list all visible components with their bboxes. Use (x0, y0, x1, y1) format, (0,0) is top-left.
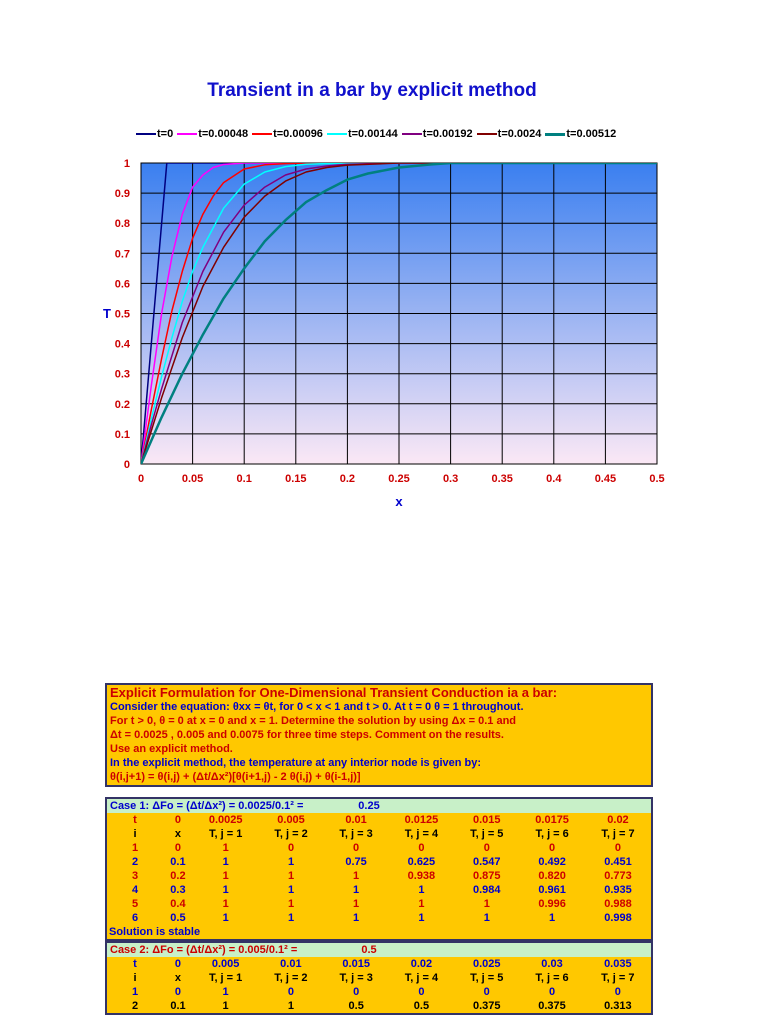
table-cell: 1 (483, 898, 490, 910)
legend-label: t=0.00048 (198, 128, 249, 140)
table-cell: 0.2 (170, 870, 186, 882)
table-cell: 0.375 (472, 1000, 501, 1012)
table-cell: 0.75 (345, 856, 367, 868)
table-cell: 0.025 (472, 958, 501, 970)
table-cell: 0 (614, 986, 621, 998)
table-cell: 2 (131, 856, 139, 868)
table-cell: T, j = 2 (274, 972, 308, 984)
table-cell: 0.625 (407, 856, 436, 868)
x-tick-label: 0.5 (649, 473, 665, 485)
problem-line: For t > 0, θ = 0 at x = 0 and x = 1. Determine the solution by using Δx = 0.1 and (110, 715, 517, 727)
table-cell: 4 (131, 884, 139, 896)
legend-label: t=0.0024 (497, 128, 542, 140)
table-cell: 1 (287, 884, 295, 896)
table-cell: 0.1 (170, 1000, 186, 1012)
x-tick-label: 0.45 (594, 473, 617, 485)
table-row (106, 827, 652, 841)
table-cell: 0 (614, 842, 622, 854)
x-tick-label: 0.35 (491, 473, 513, 485)
legend-label: t=0.00192 (422, 128, 473, 140)
table-cell: 0.015 (342, 958, 370, 970)
table-cell: 0.998 (604, 912, 632, 924)
legend-label: t=0.00096 (273, 128, 323, 140)
table-row (106, 999, 652, 1014)
problem-line: In the explicit method, the temperature at any interior node is given by: (110, 757, 482, 769)
table-cell: 0.01 (345, 814, 367, 826)
table-cell: 0.005 (211, 958, 240, 970)
table-cell: 1 (131, 986, 139, 998)
table-cell: 0.875 (473, 870, 501, 882)
table-cell: T, j = 6 (535, 828, 569, 840)
table-cell: 0 (548, 986, 556, 998)
table-row (106, 897, 652, 911)
table-cell: 0 (287, 986, 294, 998)
table-cell: 0 (174, 958, 182, 970)
table-cell: 0.0025 (208, 814, 243, 826)
table-cell: 0.01 (280, 958, 302, 970)
table-cell: T, j = 6 (535, 972, 569, 984)
table-cell: T, j = 7 (601, 828, 635, 840)
table-cell: 0.4 (170, 898, 186, 910)
problem-line: Consider the equation: θxx = θt, for 0 < x < 1 and t > 0. At t = 0 θ = 1 throughout. (110, 701, 524, 713)
case1-value: 0.25 (358, 800, 380, 812)
table-cell: 0.988 (604, 898, 632, 910)
table-cell: 0.5 (170, 912, 186, 924)
table-cell: T, j = 3 (339, 828, 373, 840)
table-cell: 0.820 (538, 870, 566, 882)
table-cell: 1 (418, 912, 425, 924)
y-tick-label: 0 (123, 459, 130, 471)
table-cell: T, j = 4 (404, 828, 439, 840)
legend-label: t=0 (157, 128, 174, 140)
table-cell: x (174, 828, 181, 840)
table-cell: 0 (483, 986, 490, 998)
table-row-note (106, 925, 652, 940)
table-cell: 0.02 (410, 958, 433, 970)
y-tick-label: 0.8 (114, 218, 130, 231)
table-cell: 1 (222, 870, 229, 882)
table-cell: T, j = 4 (404, 972, 439, 984)
table-cell: 1 (549, 912, 556, 924)
table-cell: 0 (549, 842, 556, 854)
table-row (106, 971, 652, 985)
legend-label: t=0.00144 (347, 128, 398, 140)
table-cell: 0.035 (604, 958, 632, 970)
table-cell: 1 (287, 912, 295, 924)
table-cell: 2 (131, 1000, 139, 1012)
table-cell: T, j = 1 (209, 828, 243, 840)
y-tick-label: 0.7 (114, 248, 130, 261)
table-cell: 0.492 (538, 856, 566, 868)
table-cell: 1 (222, 1000, 229, 1012)
y-tick-label: 0.1 (114, 428, 130, 441)
stability-note: Solution is stable (109, 926, 201, 938)
table-row (106, 883, 652, 897)
table-cell: 1 (287, 870, 295, 882)
table-cell: 0.0125 (404, 814, 439, 826)
chart-title: Transient in a bar by explicit method (207, 80, 537, 101)
table-cell: T, j = 1 (208, 972, 243, 984)
y-tick-label: 1 (123, 158, 130, 170)
table-cell: 5 (131, 898, 139, 910)
table-cell: 1 (353, 870, 360, 882)
table-cell: 0.5 (348, 1000, 364, 1012)
table-cell: 0 (353, 842, 360, 854)
case2-table (105, 957, 653, 1015)
table-cell: 0.935 (604, 884, 632, 896)
y-tick-label: 0.2 (114, 398, 130, 411)
y-tick-label: 0.5 (114, 308, 130, 321)
table-row (106, 985, 652, 999)
x-tick-label: 0.1 (236, 473, 252, 485)
table-cell: 0.938 (407, 870, 436, 882)
table-cell: 0.451 (604, 856, 632, 868)
table-row (106, 869, 652, 883)
table-cell: 0.0175 (535, 814, 569, 826)
table-cell: 1 (222, 898, 229, 910)
table-cell: 1 (353, 898, 360, 910)
problem-formula: θ(i,j+1) = θ(i,j) + (Δt/Δx²)[θ(i+1,j) - 2 θ(i,j) + θ(i-1,j)] (110, 771, 361, 783)
table-cell: 0 (287, 842, 295, 854)
table-cell: 0.375 (538, 1000, 566, 1012)
spreadsheet-section (105, 683, 653, 1015)
case1-table (105, 813, 653, 941)
x-tick-label: 0.05 (181, 473, 204, 485)
y-tick-label: 0.3 (114, 368, 130, 381)
table-cell: 0.3 (170, 884, 186, 896)
table-cell: 0 (174, 842, 181, 854)
table-cell: 1 (222, 884, 229, 896)
table-cell: 1 (222, 856, 229, 868)
problem-line: Use an explicit method. (110, 743, 233, 755)
y-axis-label: T (103, 306, 111, 321)
table-cell: T, j = 5 (470, 972, 504, 984)
table-cell: t (133, 958, 137, 970)
table-cell: 0.005 (277, 814, 305, 826)
x-tick-label: 0.3 (442, 473, 459, 485)
x-tick-label: 0.15 (285, 473, 307, 485)
table-cell: 0.773 (604, 870, 632, 882)
table-row (106, 957, 652, 971)
table-cell: 1 (418, 884, 425, 896)
table-cell: 0.313 (604, 1000, 632, 1012)
y-tick-label: 0.9 (114, 188, 130, 201)
table-cell: 0.547 (473, 856, 501, 868)
case2-value: 0.5 (361, 944, 377, 956)
table-cell: 1 (287, 898, 295, 910)
table-cell: 3 (131, 870, 139, 882)
table-cell: 1 (222, 842, 229, 854)
table-cell: T, j = 2 (274, 828, 308, 840)
table-cell: 0 (174, 986, 182, 998)
x-tick-label: 0.4 (546, 473, 562, 485)
table-row (106, 841, 652, 855)
case1-header (105, 797, 653, 813)
table-cell: 0.02 (607, 814, 629, 826)
table-cell: 0.1 (170, 856, 186, 868)
case2-label: Case 2: ΔFo = (Δt/Δx²) = 0.005/0.1² = (110, 944, 298, 956)
problem-heading: Explicit Formulation for One-Dimensional Transient Conduction ia a bar: (110, 685, 558, 700)
table-cell: 1 (353, 884, 360, 896)
problem-statement (105, 683, 653, 787)
table-cell: T, j = 5 (470, 828, 504, 840)
table-cell: 0 (418, 986, 425, 998)
y-tick-label: 0.4 (114, 338, 130, 351)
table-cell: T, j = 3 (339, 972, 373, 984)
table-row (106, 855, 652, 869)
table-cell: 1 (418, 898, 425, 910)
table-cell: 0.996 (538, 898, 566, 910)
table-row (106, 813, 652, 827)
x-tick-label: 0.2 (339, 473, 356, 485)
table-cell: 0.03 (541, 958, 563, 970)
table-cell: 1 (287, 856, 295, 868)
table-cell: 0.961 (538, 884, 566, 896)
table-cell: 1 (287, 1000, 294, 1012)
table-cell: 0 (353, 986, 360, 998)
table-cell: 0 (418, 842, 425, 854)
table-cell: t (133, 814, 137, 826)
table-cell: 6 (131, 912, 139, 924)
x-tick-label: 0.25 (388, 473, 410, 485)
y-tick-label: 0.6 (114, 278, 130, 291)
table-cell: 0.984 (473, 884, 501, 896)
table-cell: 1 (483, 912, 490, 924)
problem-line: Δt = 0.0025 , 0.005 and 0.0075 for three time steps. Comment on the results. (110, 729, 504, 741)
table-cell: 1 (131, 842, 139, 854)
x-axis-label: x (395, 494, 403, 509)
table-cell: T, j = 7 (601, 972, 635, 984)
table-cell: x (174, 972, 182, 984)
table-cell: 0 (483, 842, 490, 854)
table-cell: 1 (353, 912, 360, 924)
case2-header (105, 941, 653, 957)
table-cell: i (133, 828, 137, 840)
table-cell: 0.015 (473, 814, 501, 826)
table-cell: i (133, 972, 137, 984)
table-cell: 1 (222, 986, 229, 998)
legend-label: t=0.00512 (566, 128, 617, 140)
x-tick-label: 0 (137, 473, 145, 485)
case1-label: Case 1: ΔFo = (Δt/Δx²) = 0.0025/0.1² = (110, 800, 304, 812)
table-cell: 0.5 (413, 1000, 430, 1012)
table-cell: 1 (222, 912, 229, 924)
table-cell: 0 (174, 814, 181, 826)
table-row (106, 911, 652, 925)
